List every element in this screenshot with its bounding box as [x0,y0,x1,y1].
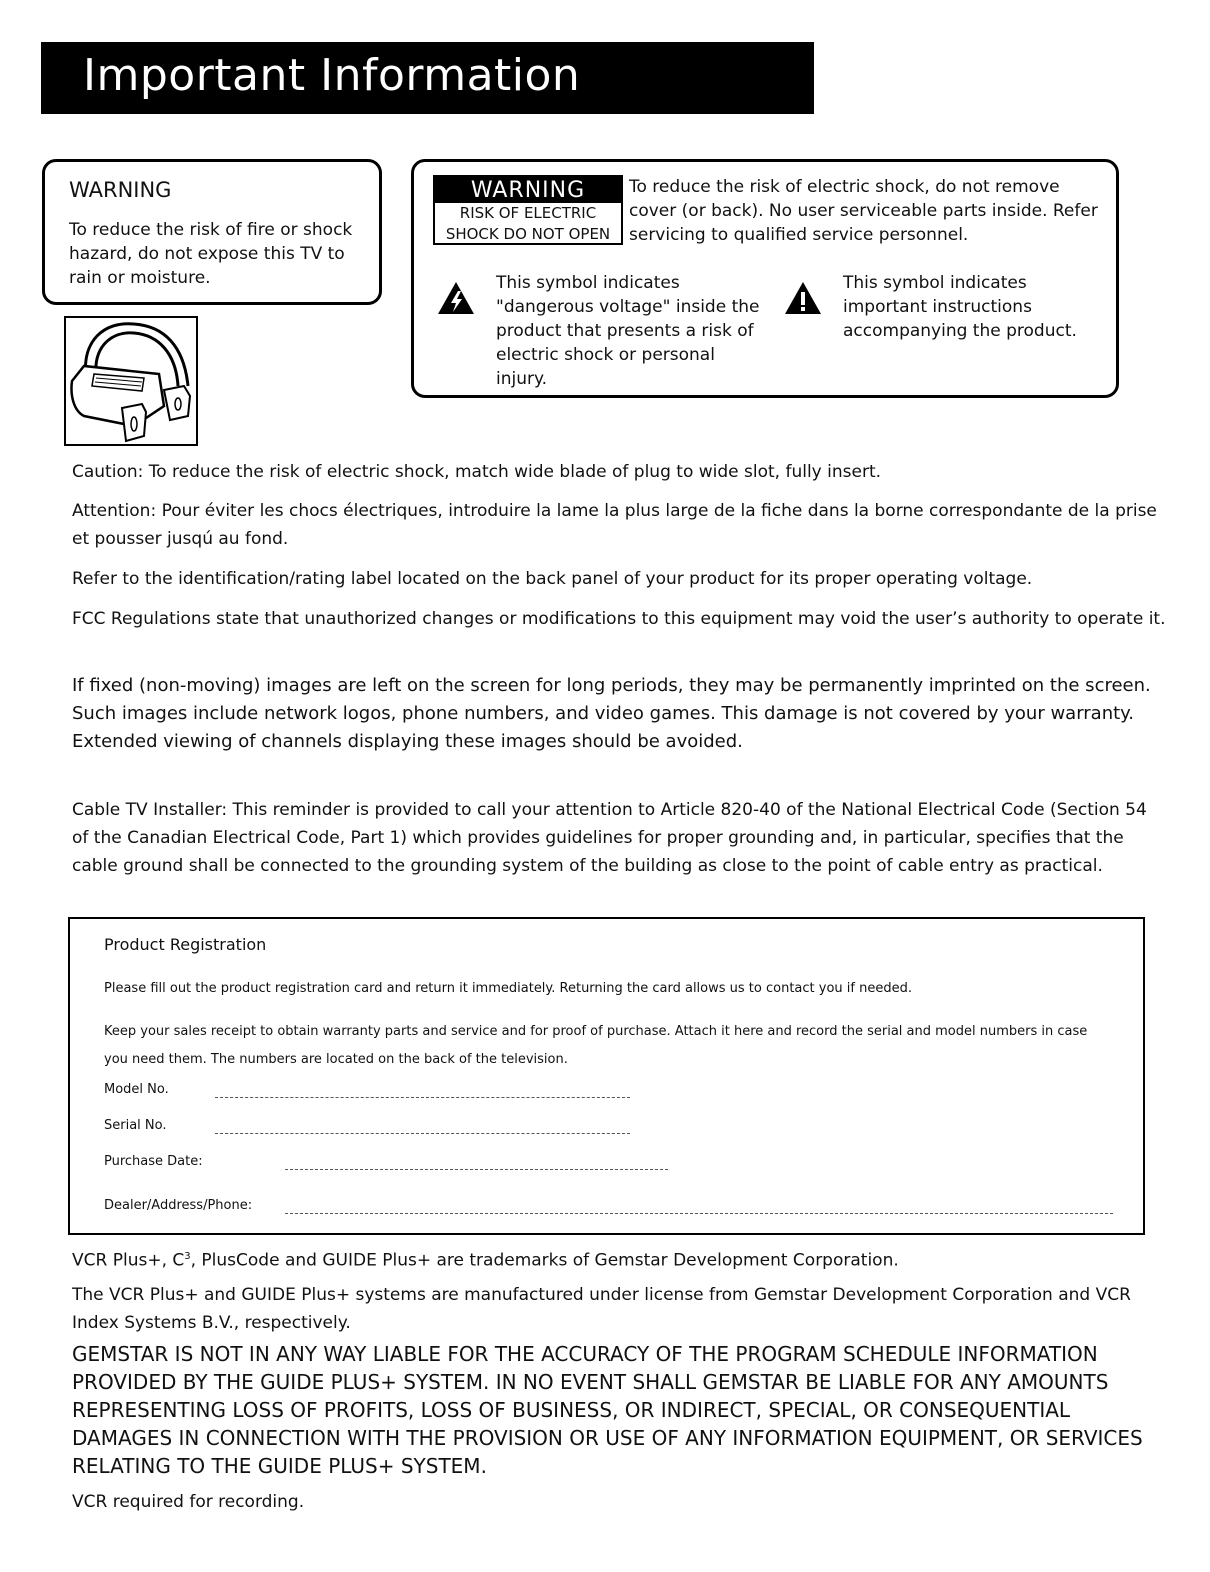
trademarks-prefix: VCR Plus+, C [72,1250,185,1271]
page-title: Important Information [83,50,581,101]
vcr-required-text: VCR required for recording. [72,1492,305,1512]
registration-title: Product Registration [104,935,267,954]
shock-warning-box [411,159,1119,398]
polarized-plug-icon [64,316,198,446]
purchase-date-field[interactable] [285,1169,668,1170]
fire-warning-box [42,159,382,305]
fire-warning-text: To reduce the risk of fire or shock hazard, do not expose this TV to rain or moisture. [69,220,353,288]
dealer-address-phone-field[interactable] [285,1213,1113,1214]
product-registration-box [68,917,1145,1235]
sales-receipt-instructions: Keep your sales receipt to obtain warranty parts and service and for proof of purchase. Attach it here and record the serial and model numbers in case you need them. The numbers are located on the back of the television. [104,1024,1088,1067]
warning-label-line-2: SHOCK DO NOT OPEN [445,225,611,243]
shock-warning-description: To reduce the risk of electric shock, do not remove cover (or back). No user serviceable parts inside. Refer servicing to qualified service personnel. [629,177,1098,245]
cable-installer-text: Cable TV Installer: This reminder is provided to call your attention to Article 820-40 of the National Electrical Code (Section 54 of the Canadian Electrical Code, Part 1) which provides guidelines for proper grounding and, in particular, specifies that the cable ground shall be connected to the grounding system of the building as close to the point of cable entry as practical. [72,800,1147,876]
purchase-date-label: Purchase Date: [104,1154,203,1169]
fcc-regulations-text: FCC Regulations state that unauthorized changes or modifications to this equipment may void the user’s authority to operate it. [72,609,1166,629]
exclamation-triangle-icon [784,281,822,315]
caution-text: Caution: To reduce the risk of electric shock, match wide blade of plug to wide slot, fully insert. [72,462,882,482]
trademarks-superscript: 3 [184,1251,191,1262]
serial-number-field[interactable] [215,1133,630,1134]
dangerous-voltage-symbol-text: This symbol indicates "dangerous voltage" inside the product that presents a risk of electric shock or personal injury. [496,273,760,389]
serial-number-label: Serial No. [104,1118,167,1133]
fire-warning-heading: WARNING [69,178,172,202]
lightning-triangle-icon [437,281,475,315]
model-number-label: Model No. [104,1082,169,1097]
gemstar-disclaimer: GEMSTAR IS NOT IN ANY WAY LIABLE FOR THE ACCURACY OF THE PROGRAM SCHEDULE INFORMATION PROVIDED BY THE GUIDE PLUS+ SYSTEM. IN NO EVENT SHALL GEMSTAR BE LIABLE FOR ANY AMOUNTS REPRESENTING LOSS OF PROFITS, LOSS OF BUSINESS, OR INDIRECT, SPECIAL, OR CONSEQUENTIAL DAMAGES IN CONNECTION WITH THE PROVISION OR USE OF ANY INFORMATION EQUIPMENT, OR SERVICES RELATING TO THE GUIDE PLUS+ SYSTEM. [72,1342,1143,1478]
dealer-address-phone-label: Dealer/Address/Phone: [104,1198,253,1213]
warning-label-heading: WARNING [435,177,621,203]
model-number-field[interactable] [215,1097,630,1098]
trademarks-suffix: , PlusCode and GUIDE Plus+ are trademarks of Gemstar Development Corporation. [190,1250,899,1271]
warning-label [433,175,623,245]
important-instructions-symbol-text: This symbol indicates important instructions accompanying the product. [843,273,1077,341]
attention-french-text: Attention: Pour éviter les chocs électriques, introduire la lame la plus large de la fiche dans la borne correspondante de la prise et pousser jusqú au fond. [72,501,1157,549]
page-title-bar [41,42,814,114]
trademarks-text [72,1243,1167,1275]
registration-instructions: Please fill out the product registration card and return it immediately. Returning the card allows us to contact you if needed. [104,981,912,996]
fixed-images-warning-text: If fixed (non-moving) images are left on the screen for long periods, they may be permanently imprinted on the screen. Such images include network logos, phone numbers, and video games. This damage is not covered by your warranty. Extended viewing of channels displaying these images should be avoided. [72,675,1151,752]
license-text: The VCR Plus+ and GUIDE Plus+ systems are manufactured under license from Gemstar Development Corporation and VCR Index Systems B.V., respectively. [72,1285,1131,1333]
rating-label-text: Refer to the identification/rating label located on the back panel of your product for its proper operating voltage. [72,569,1033,589]
warning-label-line-1: RISK OF ELECTRIC [459,204,597,222]
